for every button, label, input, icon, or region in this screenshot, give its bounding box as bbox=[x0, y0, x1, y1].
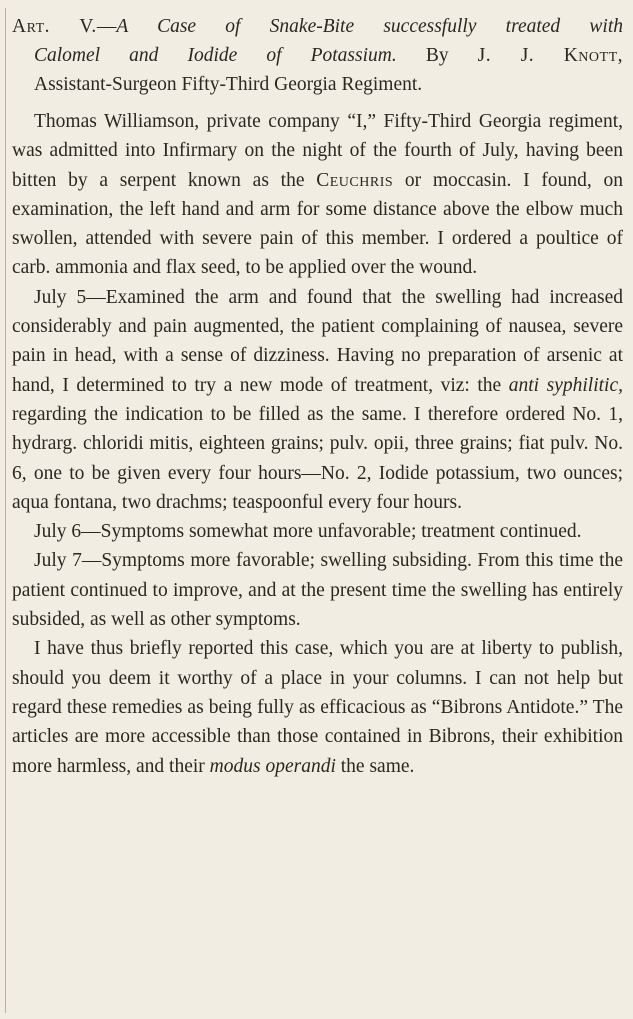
paragraph-conclusion-text-b: the same. bbox=[335, 755, 415, 777]
paragraph-july-5 bbox=[12, 283, 623, 517]
paragraph-admission-text-a: Thomas Williamson, private company “I,” Fifty-Third Georgia regiment, was admitted into Infirmary on the night of the fourth of July, having been bitten by a serpent known as the bbox=[12, 111, 623, 191]
author-name: J. J. Knott, bbox=[477, 45, 624, 66]
paragraph-july-5-text-b: regarding the indication to be filled as the same. I therefore ordered No. 1, hydrarg. chloridi mitis, eighteen grains; pulv. opii, three grains; fiat pulv. No. 6, one to be given every four hours—No. 2, Iodide potassium, two ounces; aqua fontana, two drachms; teaspoonful every four hours. bbox=[12, 403, 623, 513]
heading-line-2 bbox=[12, 41, 623, 70]
article-title-line-2: Calomel and Iodide of Potassium. bbox=[34, 45, 397, 66]
author-affiliation: Assistant-Surgeon Fifty-Third Georgia Regiment. bbox=[34, 74, 423, 95]
paragraph-july-6: July 6—Symptoms somewhat more unfavorable; treatment continued. bbox=[34, 521, 582, 543]
margin-rule bbox=[5, 8, 6, 1013]
byline-by: By bbox=[425, 45, 449, 66]
heading-dash: — bbox=[96, 16, 117, 37]
paragraph-admission-text-b: or moccasin. I found, on examination, the left hand and arm for some distance above the elbow much swollen, attended with severe pain of this member. I ordered a poultice of carb. ammonia and flax seed, to be applied over the wound. bbox=[12, 169, 624, 279]
paragraph-admission bbox=[12, 107, 623, 283]
treatment-type-italic: anti syphilitic, bbox=[508, 374, 624, 396]
snake-species-name: Ceuchris bbox=[316, 169, 394, 191]
paragraph-conclusion bbox=[12, 634, 623, 780]
paragraph-july-7: July 7—Symptoms more favorable; swelling subsiding. From this time the patient continued to improve, and at the present time the swelling has entirely subsided, as well as other symptoms. bbox=[12, 550, 623, 631]
modus-operandi-italic: modus operandi bbox=[209, 755, 336, 777]
article-heading bbox=[12, 12, 623, 99]
paragraph-july-5-text-a: July 5—Examined the arm and found that the swelling had increased considerably and pain augmented, the patient complaining of nausea, severe pain in head, with a sense of dizziness. Having no preparation of arsenic at hand, I determined to try a new mode of treatment, viz: the bbox=[12, 286, 623, 396]
article-number: Art. V. bbox=[12, 16, 97, 37]
article-title-line-1: A Case of Snake-Bite successfully treated with bbox=[116, 16, 623, 37]
paragraph-conclusion-text-a: I have thus briefly reported this case, which you are at liberty to publish, should you deem it worthy of a place in your columns. I can not help but regard these remedies as being fully as efficacious as “Bibrons Antidote.” The articles are more accessible than those contained in Bibrons, their exhibition more harmless, and their bbox=[12, 638, 623, 777]
